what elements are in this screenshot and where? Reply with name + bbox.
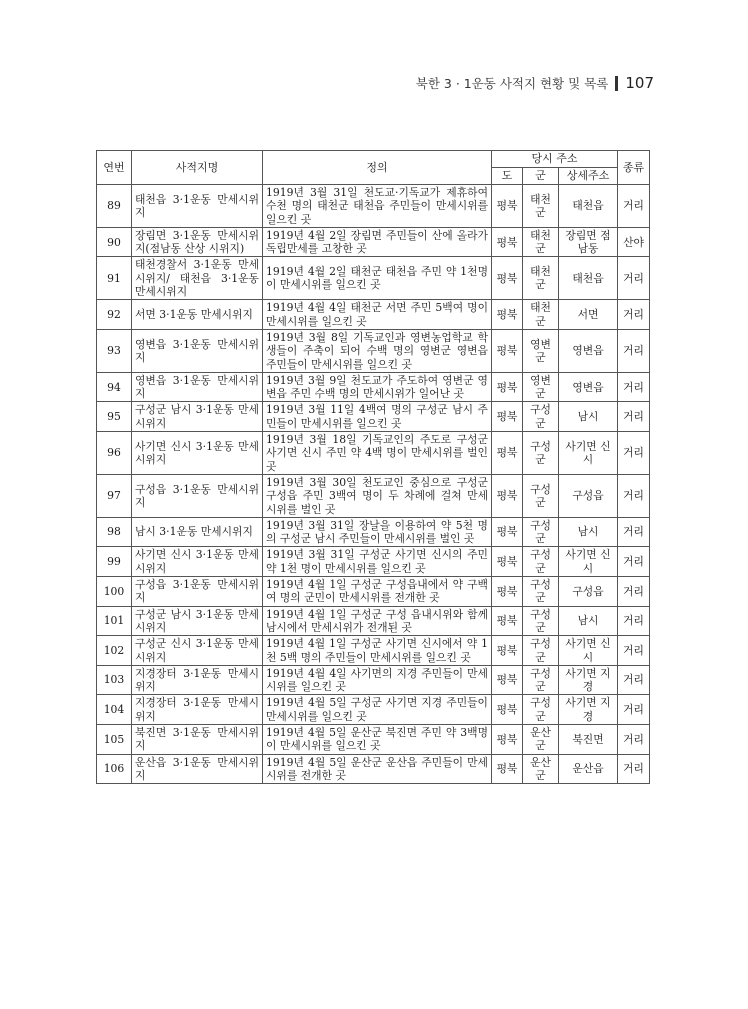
table-cell-detail: 태천읍: [559, 185, 618, 228]
table-cell-county: 구성군: [523, 547, 559, 577]
table-cell-kind: 거리: [618, 724, 650, 754]
table-cell-province: 평북: [492, 329, 523, 372]
table-cell-province: 평북: [492, 636, 523, 666]
table-cell-province: 평북: [492, 227, 523, 257]
table-cell-name: 서면 3·1운동 만세시위지: [132, 300, 263, 330]
table-cell-no: 96: [97, 432, 132, 475]
table-cell-county: 구성군: [523, 636, 559, 666]
table-cell-detail: 영변읍: [559, 372, 618, 402]
table-cell-kind: 거리: [618, 754, 650, 784]
table-cell-name: 구성읍 3·1운동 만세시위지: [132, 577, 263, 607]
table-cell-desc: 1919년 4월 5일 운산군 북진면 주민 약 3백명이 만세시위를 일으킨 곳: [263, 724, 492, 754]
table-cell-name: 장림면 3·1운동 만세시위지(점남동 산상 시위지): [132, 227, 263, 257]
table-cell-county: 구성군: [523, 665, 559, 695]
table-cell-detail: 서면: [559, 300, 618, 330]
table-cell-name: 영변읍 3·1운동 만세시위지: [132, 372, 263, 402]
table-cell-name: 구성군 신시 3·1운동 만세시위지: [132, 636, 263, 666]
table-row: [97, 754, 650, 784]
table-cell-desc: 1919년 3월 9일 천도교가 주도하여 영변군 영변읍 주민 수백 명의 만세시위가 일어난 곳: [263, 372, 492, 402]
table-cell-kind: 거리: [618, 432, 650, 475]
table-cell-province: 평북: [492, 606, 523, 636]
table-cell-kind: 거리: [618, 185, 650, 228]
table-cell-detail: 태천읍: [559, 257, 618, 300]
running-head: [416, 74, 654, 92]
table-cell-kind: 거리: [618, 636, 650, 666]
table-row: [97, 300, 650, 330]
table-cell-desc: 1919년 4월 1일 구성군 구성 읍내시위와 함께 남시에서 만세시위가 전개된 곳: [263, 606, 492, 636]
table-row: [97, 402, 650, 432]
table-cell-no: 94: [97, 372, 132, 402]
col-header-province: 도: [492, 168, 523, 185]
table-cell-no: 90: [97, 227, 132, 257]
table-cell-detail: 영변읍: [559, 329, 618, 372]
table-cell-no: 98: [97, 517, 132, 547]
col-header-kind: 종류: [618, 151, 650, 185]
table-cell-name: 지경장터 3·1운동 만세시위지: [132, 665, 263, 695]
table-cell-province: 평북: [492, 300, 523, 330]
table-cell-kind: 거리: [618, 695, 650, 725]
table-cell-no: 103: [97, 665, 132, 695]
table-cell-detail: 장림면 점남동: [559, 227, 618, 257]
table-cell-desc: 1919년 3월 31일 장날을 이용하여 약 5천 명의 구성군 남시 주민들이 만세시위를 벌인 곳: [263, 517, 492, 547]
table-cell-desc: 1919년 3월 18일 기독교인의 주도로 구성군 사기면 신시 주민 약 4백 명이 만세시위를 벌인 곳: [263, 432, 492, 475]
col-header-county: 군: [523, 168, 559, 185]
table-cell-county: 태천군: [523, 300, 559, 330]
table-cell-kind: 거리: [618, 547, 650, 577]
table-cell-province: 평북: [492, 695, 523, 725]
table-cell-province: 평북: [492, 547, 523, 577]
historic-sites-table: [96, 150, 650, 784]
table-row: [97, 432, 650, 475]
table-cell-county: 영변군: [523, 329, 559, 372]
table-cell-kind: 거리: [618, 300, 650, 330]
table-cell-desc: 1919년 3월 31일 구성군 사기면 신시의 주민 약 1천 명이 만세시위를 일으킨 곳: [263, 547, 492, 577]
page-number: 107: [625, 74, 654, 92]
table-cell-county: 구성군: [523, 517, 559, 547]
table-row: [97, 665, 650, 695]
col-header-desc: 정의: [263, 151, 492, 185]
table-cell-no: 104: [97, 695, 132, 725]
table-cell-county: 구성군: [523, 606, 559, 636]
table-cell-detail: 남시: [559, 606, 618, 636]
table-cell-desc: 1919년 3월 11일 4백여 명의 구성군 남시 주민들이 만세시위를 일으킨 곳: [263, 402, 492, 432]
table-cell-no: 89: [97, 185, 132, 228]
table-cell-province: 평북: [492, 754, 523, 784]
table-cell-no: 101: [97, 606, 132, 636]
table-cell-desc: 1919년 4월 4일 사기면의 지경 주민들이 만세시위를 일으킨 곳: [263, 665, 492, 695]
table-cell-name: 영변읍 3·1운동 만세시위지: [132, 329, 263, 372]
table-cell-county: 구성군: [523, 432, 559, 475]
table-cell-county: 태천군: [523, 227, 559, 257]
col-header-address-group: 당시 주소: [492, 151, 618, 168]
table-cell-no: 99: [97, 547, 132, 577]
table-cell-county: 구성군: [523, 577, 559, 607]
table-cell-detail: 사기면 지경: [559, 665, 618, 695]
table-cell-kind: 거리: [618, 329, 650, 372]
table-cell-province: 평북: [492, 665, 523, 695]
table-row: [97, 636, 650, 666]
table-cell-desc: 1919년 4월 5일 운산군 운산읍 주민들이 만세시위를 전개한 곳: [263, 754, 492, 784]
table-cell-detail: 사기면 신시: [559, 432, 618, 475]
table-cell-desc: 1919년 4월 4일 태천군 서면 주민 5백여 명이 만세시위를 일으킨 곳: [263, 300, 492, 330]
table-cell-no: 97: [97, 474, 132, 517]
table-cell-detail: 구성읍: [559, 474, 618, 517]
table-cell-kind: 거리: [618, 474, 650, 517]
table-cell-detail: 사기면 신시: [559, 547, 618, 577]
table-cell-no: 91: [97, 257, 132, 300]
table-cell-province: 평북: [492, 402, 523, 432]
table-cell-name: 구성읍 3·1운동 만세시위지: [132, 474, 263, 517]
table-cell-no: 92: [97, 300, 132, 330]
table-cell-desc: 1919년 4월 1일 구성군 구성읍내에서 약 구백여 명의 군민이 만세시위를 전개한 곳: [263, 577, 492, 607]
col-header-name: 사적지명: [132, 151, 263, 185]
table-cell-no: 93: [97, 329, 132, 372]
table-cell-desc: 1919년 3월 8일 기독교인과 영변농업학교 학생들이 주축이 되어 수백 명의 영변군 영변읍 주민들이 만세시위를 일으킨 곳: [263, 329, 492, 372]
table-cell-county: 운산군: [523, 724, 559, 754]
table-cell-county: 태천군: [523, 185, 559, 228]
table-cell-kind: 거리: [618, 517, 650, 547]
header-divider: [615, 76, 618, 91]
table-cell-kind: 거리: [618, 665, 650, 695]
table-cell-name: 사기면 신시 3·1운동 만세시위지: [132, 432, 263, 475]
table-cell-desc: 1919년 4월 2일 장림면 주민들이 산에 올라가 독립만세를 고창한 곳: [263, 227, 492, 257]
table-cell-desc: 1919년 3월 31일 천도교·기독교가 제휴하여 수천 명의 태천군 태천읍 주민들이 만세시위를 일으킨 곳: [263, 185, 492, 228]
table-cell-detail: 사기면 신시: [559, 636, 618, 666]
table-cell-desc: 1919년 4월 2일 태천군 태천읍 주민 약 1천명이 만세시위를 일으킨 곳: [263, 257, 492, 300]
table-cell-no: 106: [97, 754, 132, 784]
table-cell-name: 태천경찰서 3·1운동 만세시위지/ 태천읍 3·1운동 만세시위지: [132, 257, 263, 300]
table-cell-name: 구성군 남시 3·1운동 만세시위지: [132, 606, 263, 636]
table-cell-detail: 남시: [559, 517, 618, 547]
running-title: 북한 3 · 1운동 사적지 현황 및 목록: [415, 76, 609, 91]
table-cell-name: 북진면 3·1운동 만세시위지: [132, 724, 263, 754]
table-cell-province: 평북: [492, 517, 523, 547]
table-row: [97, 517, 650, 547]
table-cell-name: 구성군 남시 3·1운동 만세시위지: [132, 402, 263, 432]
table-cell-province: 평북: [492, 185, 523, 228]
col-header-no: 연번: [97, 151, 132, 185]
table-cell-province: 평북: [492, 474, 523, 517]
table-cell-name: 태천읍 3·1운동 만세시위지: [132, 185, 263, 228]
table-row: [97, 577, 650, 607]
table-cell-detail: 남시: [559, 402, 618, 432]
table-cell-county: 구성군: [523, 695, 559, 725]
table-cell-name: 남시 3·1운동 만세시위지: [132, 517, 263, 547]
table-cell-kind: 산야: [618, 227, 650, 257]
table-cell-detail: 구성읍: [559, 577, 618, 607]
table-cell-kind: 거리: [618, 577, 650, 607]
table-cell-name: 운산읍 3·1운동 만세시위지: [132, 754, 263, 784]
table-cell-county: 구성군: [523, 402, 559, 432]
table-cell-kind: 거리: [618, 257, 650, 300]
table-row: [97, 372, 650, 402]
table-row: [97, 547, 650, 577]
table-cell-detail: 북진면: [559, 724, 618, 754]
table-cell-desc: 1919년 4월 5일 구성군 사기면 지경 주민들이 만세시위를 일으킨 곳: [263, 695, 492, 725]
table-row: [97, 606, 650, 636]
table-row: [97, 227, 650, 257]
table-cell-kind: 거리: [618, 606, 650, 636]
table-cell-county: 영변군: [523, 372, 559, 402]
table-cell-desc: 1919년 4월 1일 구성군 사기면 신시에서 약 1천 5백 명의 주민들이 만세시위를 일으킨 곳: [263, 636, 492, 666]
table-cell-kind: 거리: [618, 372, 650, 402]
table-cell-name: 사기면 신시 3·1운동 만세시위지: [132, 547, 263, 577]
table-cell-desc: 1919년 3월 30일 천도교인 중심으로 구성군 구성읍 주민 3백여 명이 두 차례에 걸쳐 만세 시위를 벌인 곳: [263, 474, 492, 517]
table-row: [97, 257, 650, 300]
table-cell-county: 운산군: [523, 754, 559, 784]
table-row: [97, 724, 650, 754]
table-row: [97, 329, 650, 372]
table-cell-name: 지경장터 3·1운동 만세시위지: [132, 695, 263, 725]
table-cell-no: 100: [97, 577, 132, 607]
table-cell-detail: 운산읍: [559, 754, 618, 784]
table-cell-no: 95: [97, 402, 132, 432]
table-cell-kind: 거리: [618, 402, 650, 432]
table-cell-detail: 사기면 지경: [559, 695, 618, 725]
table-cell-province: 평북: [492, 724, 523, 754]
table-cell-province: 평북: [492, 257, 523, 300]
table-body: [97, 185, 650, 784]
table-cell-no: 105: [97, 724, 132, 754]
table-row: [97, 474, 650, 517]
table-cell-no: 102: [97, 636, 132, 666]
table-cell-province: 평북: [492, 372, 523, 402]
table-row: [97, 695, 650, 725]
table-cell-province: 평북: [492, 432, 523, 475]
col-header-detail: 상세주소: [559, 168, 618, 185]
table-cell-province: 평북: [492, 577, 523, 607]
table-cell-county: 구성군: [523, 474, 559, 517]
table-row: [97, 185, 650, 228]
table-cell-county: 태천군: [523, 257, 559, 300]
